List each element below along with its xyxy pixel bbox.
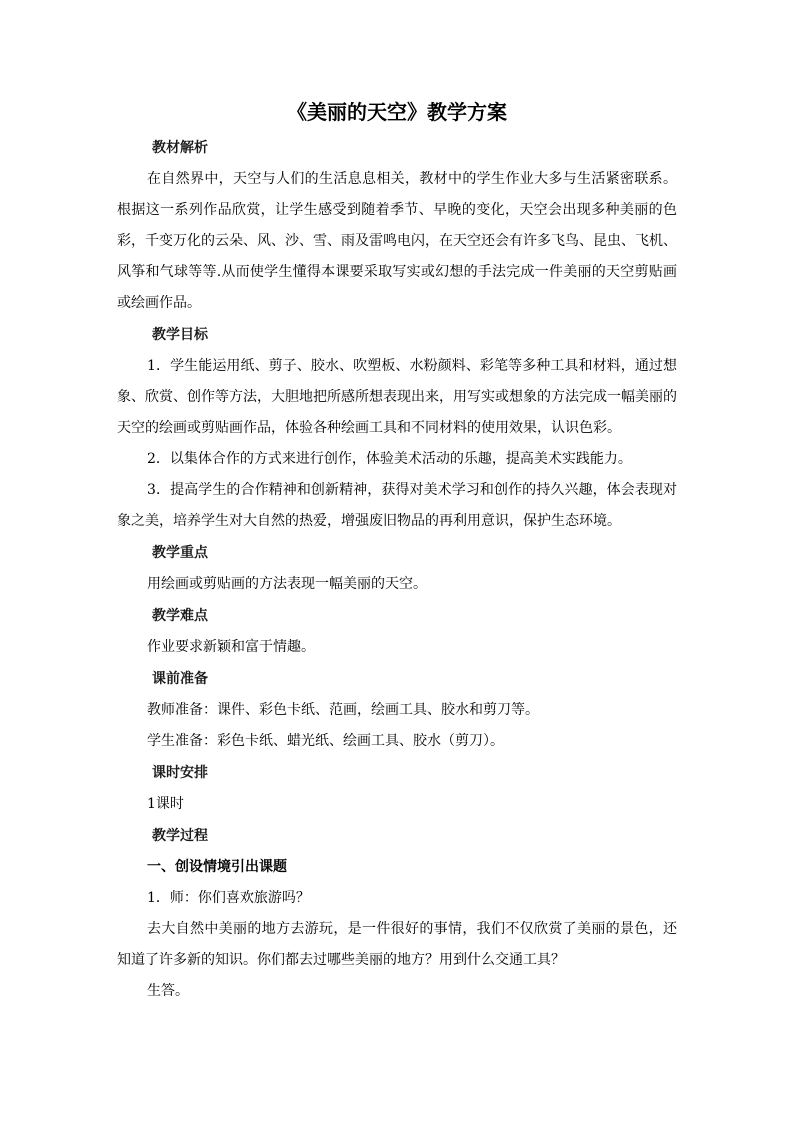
student-preparation: 学生准备：彩色卡纸、蜡光纸、绘画工具、胶水（剪刀）。: [147, 733, 504, 749]
process-student-answer: 生答。: [147, 983, 189, 999]
document-title: 《美丽的天空》教学方案: [287, 100, 507, 124]
document-page: [117, 92, 677, 1007]
heading-focus: 教学重点: [152, 545, 208, 561]
goal-item-2: 2．以集体合作的方式来进行创作，体验美术活动的乐趣，提高美术实践能力。: [147, 451, 632, 467]
goal-item-3: 3．提高学生的合作精神和创新精神，获得对美术学习和创作的持久兴趣，体会表现对象之美，培养学生对大自然的热爱，增强废旧物品的再利用意识，保护生态环境。: [117, 482, 677, 529]
heading-analysis: 教材解析: [152, 140, 208, 156]
focus-paragraph: 用绘画或剪贴画的方法表现一幅美丽的天空。: [147, 576, 427, 592]
teacher-preparation: 教师准备：课件、彩色卡纸、范画，绘画工具、胶水和剪刀等。: [147, 702, 539, 718]
process-paragraph: 去大自然中美丽的地方去游玩，是一件很好的事情，我们不仅欣赏了美丽的景色，还知道了许多新的知识。你们都去过哪些美丽的地方？用到什么交通工具？: [117, 921, 677, 968]
analysis-paragraph: 在自然界中，天空与人们的生活息息相关，教材中的学生作业大多与生活紧密联系。根据这一系列作品欣赏，让学生感受到随着季节、早晚的变化，天空会出现多种美丽的色彩，千变万化的云朵、风、沙、雪、雨及雷鸣电闪，在天空还会有许多飞鸟、昆虫、飞机、风筝和气球等等.从而使学生懂得本课要采取写实或幻想的手法完成一件美丽的天空剪贴画或绘画作品。: [117, 171, 677, 311]
heading-goals: 教学目标: [152, 327, 208, 343]
heading-difficulty: 教学难点: [152, 608, 208, 624]
goal-item-1: 1．学生能运用纸、剪子、胶水、吹塑板、水粉颜料、彩笔等多种工具和材料，通过想象、欣赏、创作等方法，大胆地把所感所想表现出来，用写实或想象的方法完成一幅美丽的天空的绘画或剪贴画作品，体验各种绘画工具和不同材料的使用效果，认识色彩。: [117, 358, 677, 436]
difficulty-paragraph: 作业要求新颖和富于情趣。: [147, 639, 315, 655]
schedule-paragraph: 1课时: [147, 796, 184, 812]
heading-process: 教学过程: [152, 828, 208, 844]
heading-preparation: 课前准备: [152, 671, 208, 687]
heading-schedule: 课时安排: [152, 765, 208, 781]
process-step-1: 1．师：你们喜欢旅游吗？: [147, 890, 310, 906]
process-subheading: 一、创设情境引出课题: [147, 859, 287, 875]
